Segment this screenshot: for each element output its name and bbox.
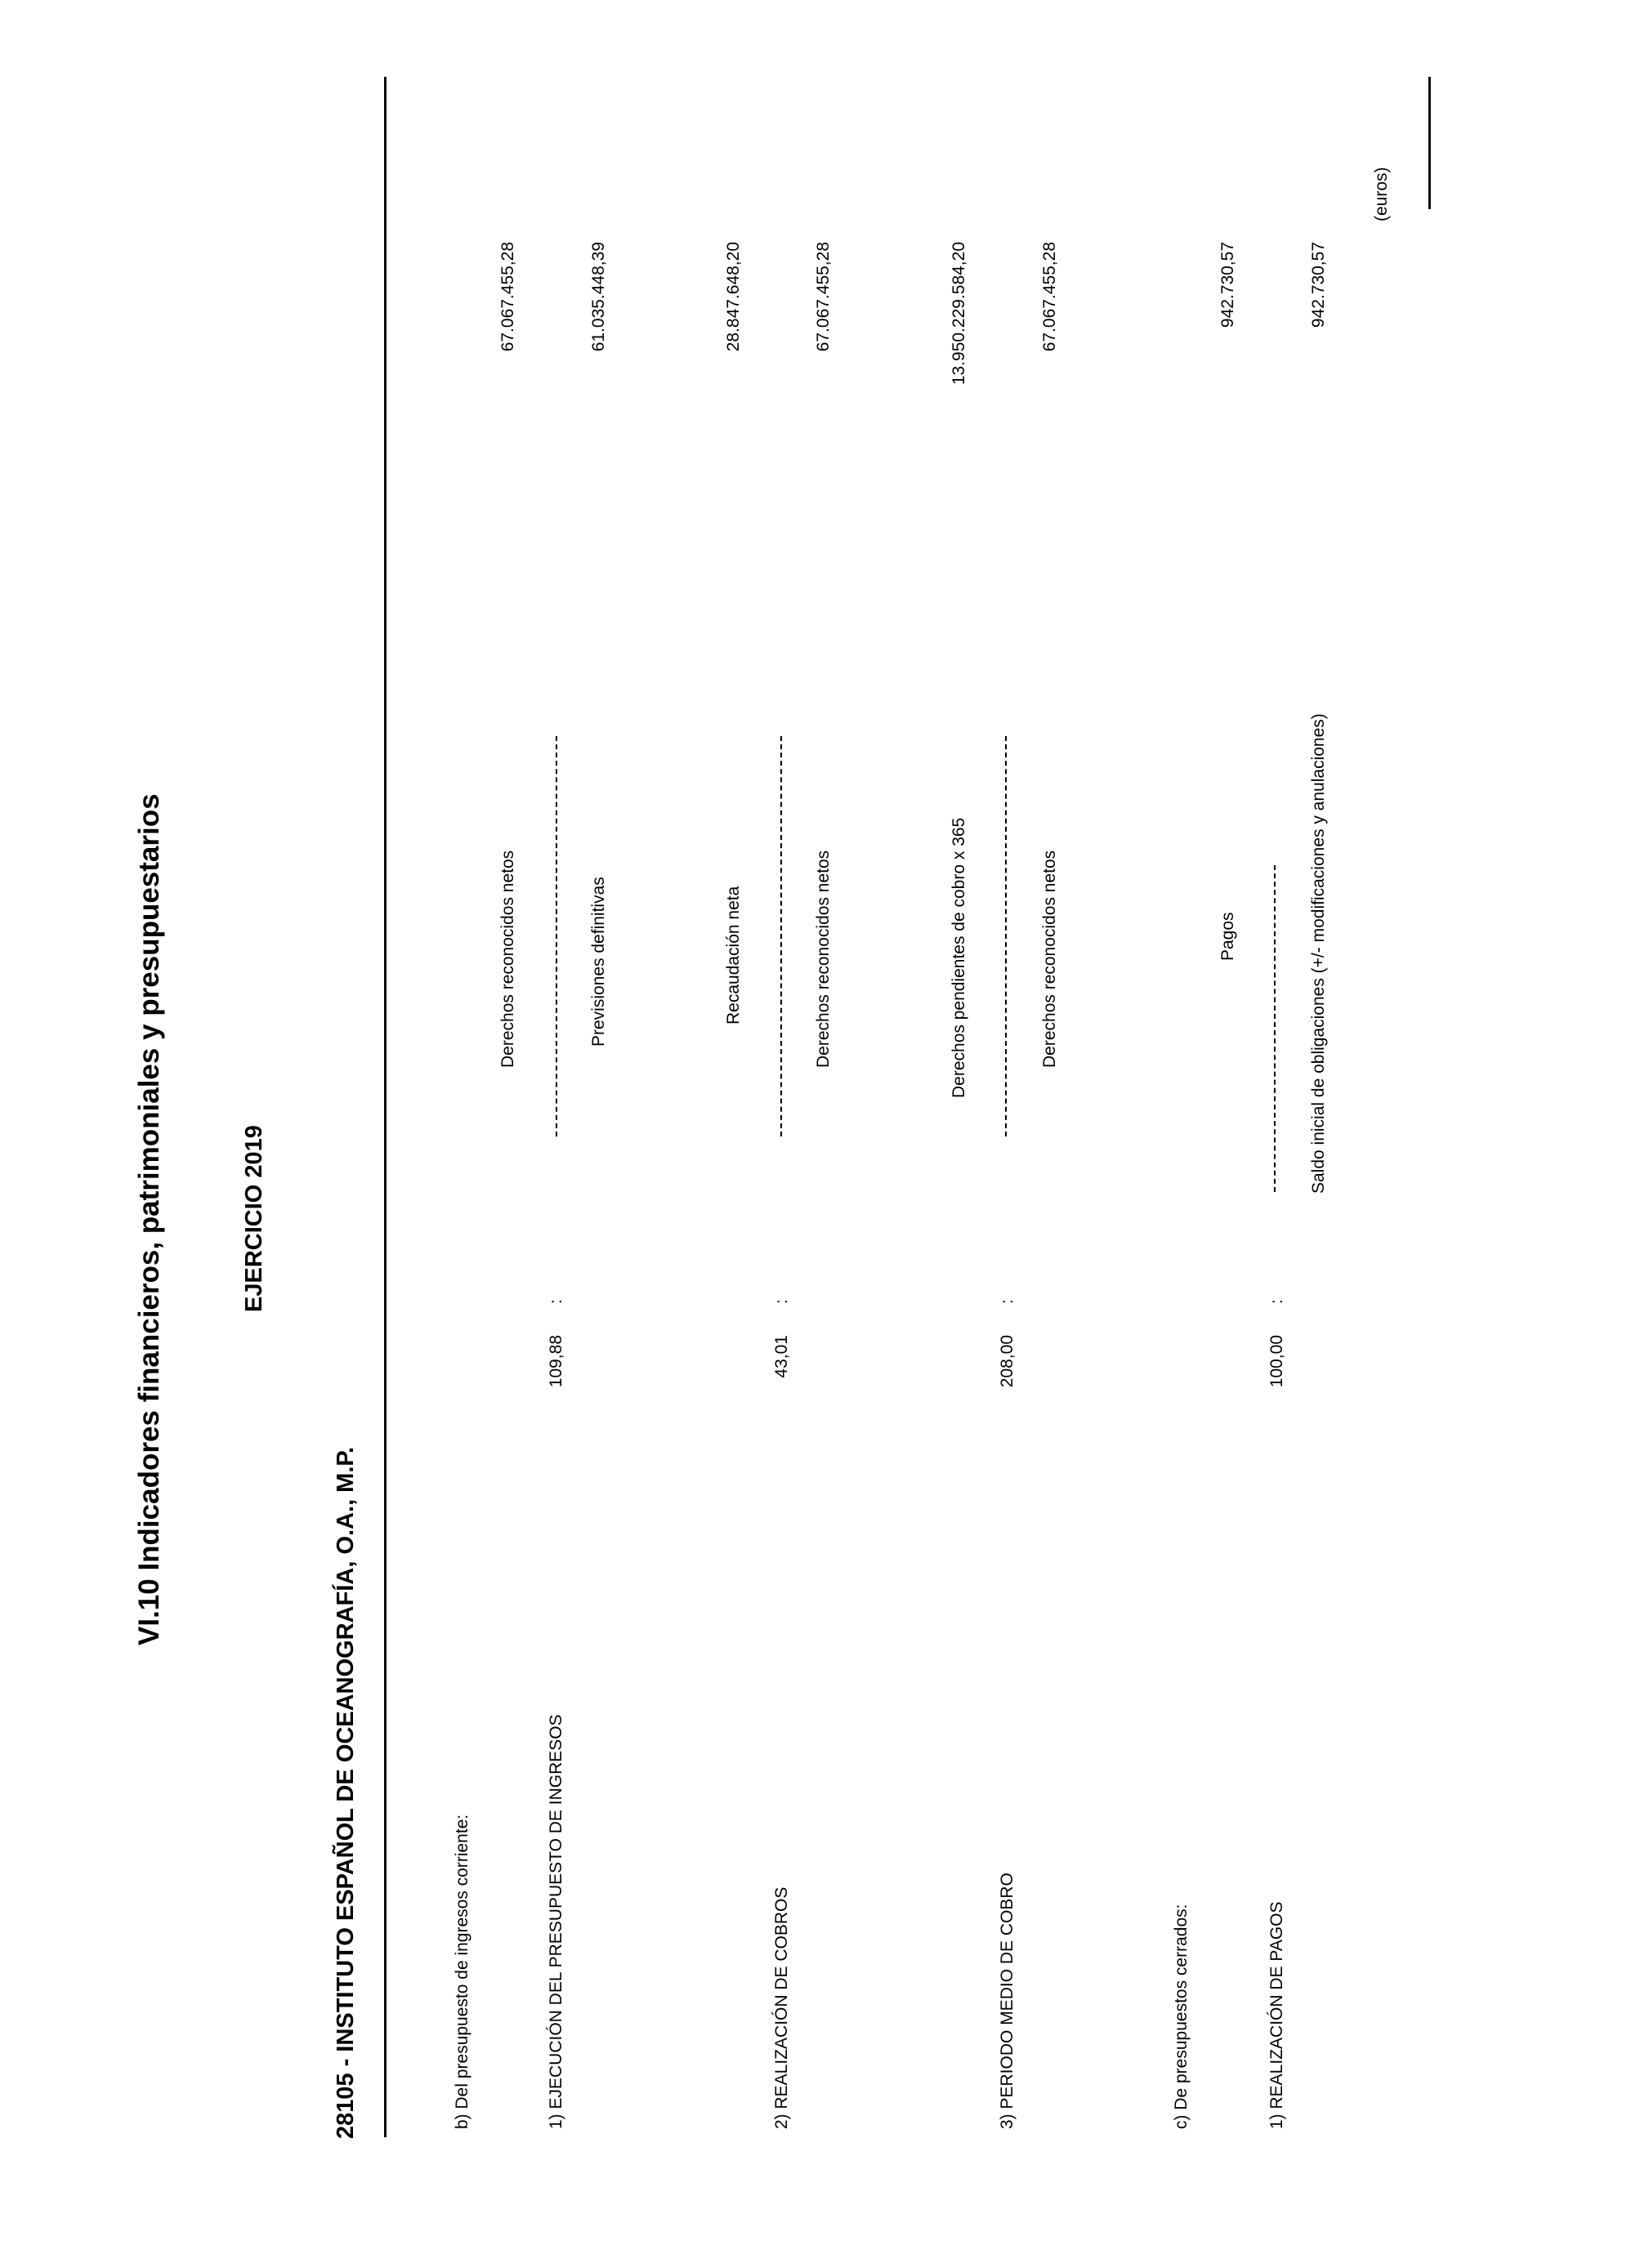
ind-b1-fraction-line — [556, 736, 557, 1136]
ind-b1-value: 109,88 — [547, 1335, 565, 1388]
ind-b1-denominator-value: 61.035.448,39 — [589, 242, 608, 352]
header-rule-right — [1428, 77, 1431, 209]
ind-b2-fraction-line — [780, 736, 782, 1136]
ind-c1-colon: : — [1267, 1299, 1286, 1304]
ind-c1-denominator: Saldo inicial de obligaciones (+/- modificaciones y anulaciones) — [1309, 713, 1328, 1194]
ind-b3-denominator-value: 67.067.455,28 — [1040, 242, 1059, 352]
ind-b1-denominator: Previsiones definitivas — [589, 877, 608, 1047]
section-b-heading: b) Del presupuesto de ingresos corriente: — [453, 1814, 471, 2129]
ind-c1-fraction-line — [1274, 865, 1276, 1192]
ind-b1-colon: : — [547, 1299, 565, 1304]
ind-b3-denominator: Derechos reconocidos netos — [1040, 850, 1059, 1068]
ind-b3-fraction-line — [1005, 736, 1007, 1136]
section-c-heading: c) De presupuestos cerrados: — [1172, 1904, 1191, 2129]
ejercicio-heading: EJERCICIO 2019 — [241, 1125, 267, 1312]
ind-b1-numerator: Derechos reconocidos netos — [498, 850, 517, 1068]
entity-heading: 28105 - INSTITUTO ESPAÑOL DE OCEANOGRAFÍA, O.A., M.P. — [333, 1446, 359, 2139]
unit-label: (euros) — [1372, 167, 1391, 221]
ind-b2-denominator-value: 67.067.455,28 — [814, 242, 833, 352]
ind-b2-colon: : — [772, 1299, 791, 1304]
ind-b2-denominator: Derechos reconocidos netos — [814, 850, 833, 1068]
ind-c1-numerator: Pagos — [1218, 912, 1237, 961]
ind-c1-value: 100,00 — [1267, 1335, 1286, 1388]
page-title: VI.10 Indicadores financieros, patrimoniales y presupuestarios — [133, 793, 165, 1645]
ind-b1-label: 1) EJECUCIÓN DEL PRESUPUESTO DE INGRESOS — [547, 1714, 565, 2129]
top-rule — [384, 77, 387, 2137]
ind-b2-numerator: Recaudación neta — [724, 886, 743, 1025]
ind-b1-numerator-value: 67.067.455,28 — [498, 242, 517, 352]
ind-b2-numerator-value: 28.847.648,20 — [724, 242, 743, 352]
ind-b3-numerator: Derechos pendientes de cobro x 365 — [950, 817, 968, 1098]
ind-b3-value: 208,00 — [998, 1335, 1017, 1388]
ind-b3-numerator-value: 13.950.229.584,20 — [950, 242, 968, 386]
ind-b3-colon: : — [998, 1299, 1017, 1304]
ind-c1-label: 1) REALIZACIÓN DE PAGOS — [1267, 1901, 1286, 2129]
ind-c1-numerator-value: 942.730,57 — [1218, 242, 1237, 328]
ind-c1-denominator-value: 942.730,57 — [1309, 242, 1328, 328]
ind-b2-value: 43,01 — [772, 1335, 791, 1378]
ind-b2-label: 2) REALIZACIÓN DE COBROS — [772, 1886, 791, 2129]
ind-b3-label: 3) PERIODO MEDIO DE COBRO — [998, 1873, 1017, 2129]
